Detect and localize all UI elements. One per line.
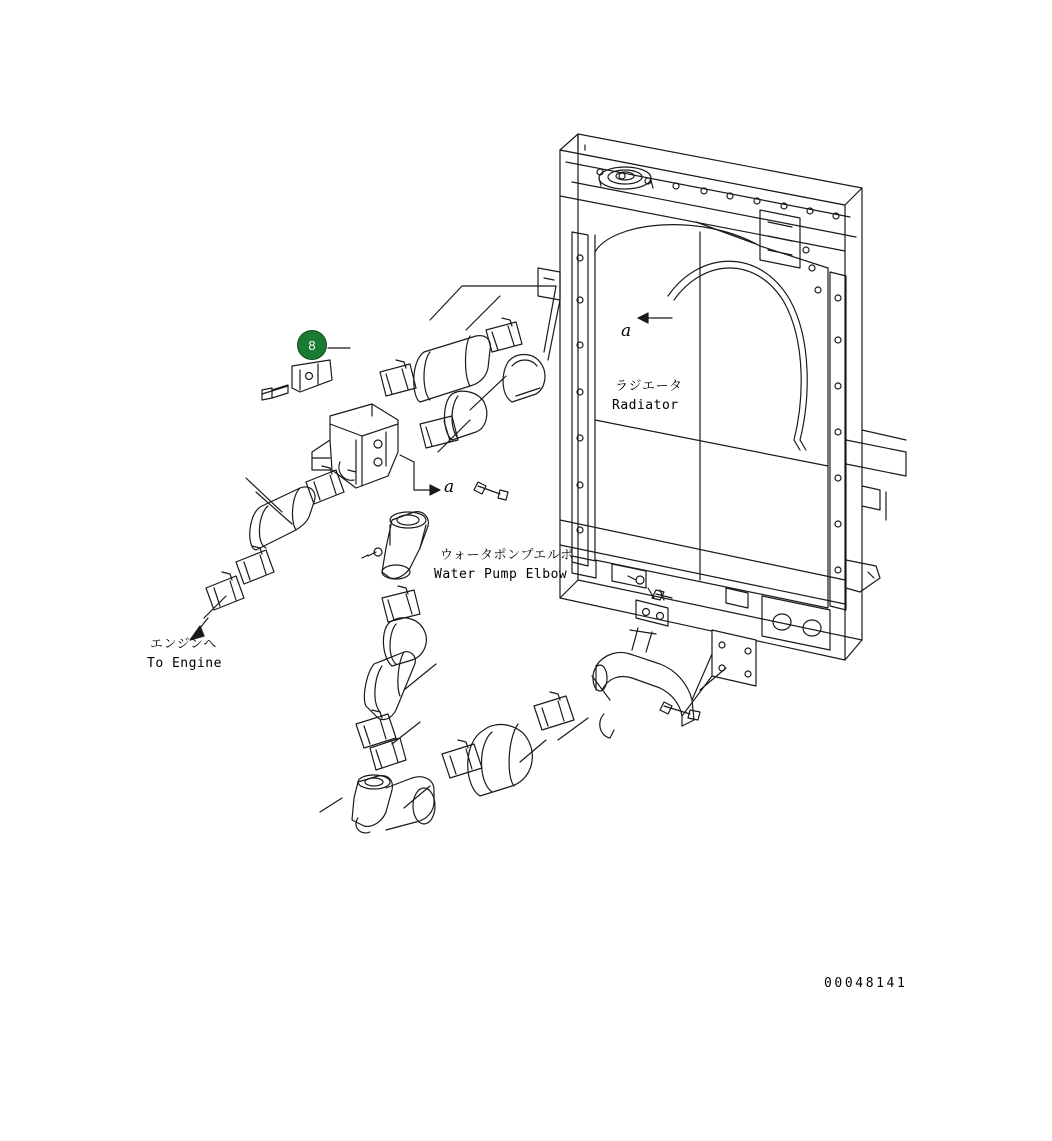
callout-8-label: 8	[308, 337, 316, 353]
section-mark-upper: a	[621, 321, 632, 341]
callout-8[interactable]	[297, 330, 327, 360]
to-engine-label-en: To Engine	[147, 656, 222, 671]
drawing-number: 00048141	[824, 976, 908, 991]
to-engine-label-jp: エンジンへ	[150, 637, 217, 652]
radiator-label-en: Radiator	[612, 398, 679, 413]
section-mark-lower: a	[444, 477, 455, 497]
water-pump-elbow-label-en: Water Pump Elbow	[434, 567, 568, 582]
water-pump-elbow-label-jp: ウォータポンプエルボ	[440, 548, 574, 563]
radiator-label-jp: ラジエータ	[615, 379, 683, 394]
